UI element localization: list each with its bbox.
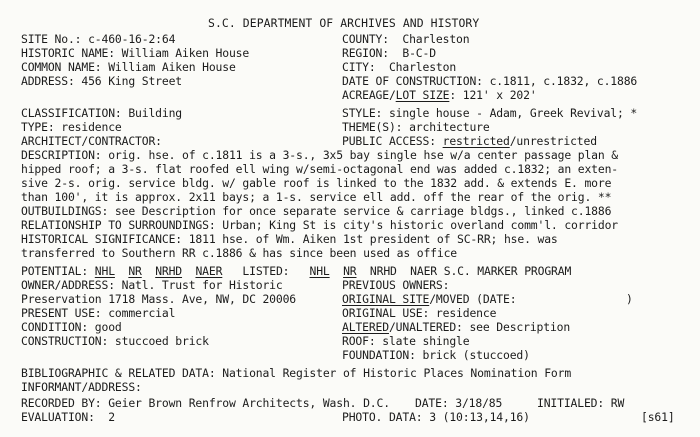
- relationship-to-surroundings: RELATIONSHIP TO SURROUNDINGS: Urban; King St is city's historic overland comm'l. corridor: [21, 218, 618, 232]
- common-name: COMMON NAME: William Aiken House: [21, 60, 236, 74]
- description-line: than 100', it is approx. 2x11 bays; a 1-s. service ell add. off the rear of the orig. **: [21, 190, 612, 204]
- potential-nr: NR: [128, 264, 142, 278]
- bibliographic-data: BIBLIOGRAPHIC & RELATED DATA: National Register of Historic Places Nomination Form: [21, 366, 572, 380]
- listed-naer: NAER: [410, 264, 438, 278]
- outbuildings: OUTBUILDINGS: see Description for once separate service & carriage bldgs., linked c.1886: [21, 204, 612, 218]
- classification: CLASSIFICATION: Building: [21, 106, 182, 120]
- architect-contractor: ARCHITECT/CONTRACTOR:: [21, 134, 162, 148]
- address: ADDRESS: 456 King Street: [21, 74, 182, 88]
- initialed: INITIALED: RW: [537, 396, 625, 410]
- site-number: SITE No.: c-460-16-2:64: [21, 32, 176, 46]
- recorded-by: RECORDED BY: Geier Brown Renfrow Architects, Wash. D.C.: [21, 396, 390, 410]
- description-line: hipped roof; a 3-s. flat roofed ell wing w/semi-octagonal end was added c.1832; an exten-: [21, 162, 618, 176]
- listed-label: LISTED:: [242, 264, 290, 278]
- acreage-label: ACREAGE/: [342, 88, 396, 102]
- evaluation: EVALUATION: 2: [21, 410, 115, 424]
- historical-significance-line: HISTORICAL SIGNIFICANCE: 1811 hse. of Wm. Aiken 1st president of SC-RR; hse. was: [21, 232, 558, 246]
- description-line: sive 2-s. orig. service bldg. w/ gable roof is linked to the 1832 add. & extends E. more: [21, 176, 612, 190]
- style: STYLE: single house - Adam, Greek Revival; *: [342, 106, 638, 120]
- condition: CONDITION: good: [21, 320, 122, 334]
- city: CITY: Charleston: [342, 60, 457, 74]
- roof: ROOF: slate shingle: [342, 334, 470, 348]
- historical-significance-line: transferred to Southern RR c.1886 & has since been used as office: [21, 246, 458, 260]
- date-of-construction: DATE OF CONSTRUCTION: c.1811, c.1832, c.1886: [342, 74, 638, 88]
- photo-data: PHOTO. DATA: 3 (10:13,14,16): [342, 410, 530, 424]
- public-access-restricted: restricted: [442, 134, 510, 148]
- altered-label: ALTERED: [342, 320, 389, 334]
- lot-size-label: LOT SIZE: [395, 88, 450, 102]
- foundation: FOUNDATION: brick (stuccoed): [342, 348, 530, 362]
- potential-nrhd: NRHD: [155, 264, 183, 278]
- acreage-lot-size: [342, 88, 537, 102]
- potential-naer: NAER: [195, 264, 223, 278]
- moved-label: /MOVED (DATE:: [429, 292, 517, 306]
- potential-label: POTENTIAL:: [21, 264, 89, 278]
- county: COUNTY: Charleston: [342, 32, 470, 46]
- type: TYPE: residence: [21, 120, 122, 134]
- informant-address: INFORMANT/ADDRESS:: [21, 380, 142, 394]
- potential-listed-row: [21, 264, 571, 278]
- public-access-label: PUBLIC ACCESS:: [342, 134, 443, 148]
- region: REGION: B-C-D: [342, 46, 436, 60]
- card-code: [s61]: [641, 410, 675, 424]
- moved-date-close: ): [626, 292, 633, 306]
- themes: THEME(S): architecture: [342, 120, 490, 134]
- marker-program: S.C. MARKER PROGRAM: [443, 264, 572, 278]
- previous-owners: PREVIOUS OWNERS:: [342, 278, 450, 292]
- potential-nhl: NHL: [94, 264, 115, 278]
- original-site-label: ORIGINAL SITE: [342, 292, 430, 306]
- listed-nrhd: NRHD: [369, 264, 397, 278]
- construction: CONSTRUCTION: stuccoed brick: [21, 334, 209, 348]
- owner-address-line: OWNER/ADDRESS: Natl. Trust for Historic: [21, 278, 283, 292]
- public-access-unrestricted: /unrestricted: [509, 134, 597, 148]
- original-site-moved: [342, 292, 516, 306]
- acreage-value: : 121' x 202': [449, 88, 537, 102]
- listed-nhl: NHL: [309, 264, 330, 278]
- present-use: PRESENT USE: commercial: [21, 306, 176, 320]
- historic-name: HISTORIC NAME: William Aiken House: [21, 46, 250, 60]
- record-date: DATE: 3/18/85: [415, 396, 503, 410]
- unaltered-label: /UNALTERED: see Description: [388, 320, 571, 334]
- description-line: DESCRIPTION: orig. hse. of c.1811 is a 3-s., 3x5 bay single hse w/a center passage plan &: [21, 148, 618, 162]
- card-title: S.C. DEPARTMENT OF ARCHIVES AND HISTORY: [208, 16, 480, 30]
- public-access: [342, 134, 597, 148]
- owner-address-line: Preservation 1718 Mass. Ave, NW, DC 20006: [21, 292, 297, 306]
- listed-nr: NR: [343, 264, 357, 278]
- altered-unaltered: [342, 320, 570, 334]
- original-use: ORIGINAL USE: residence: [342, 306, 497, 320]
